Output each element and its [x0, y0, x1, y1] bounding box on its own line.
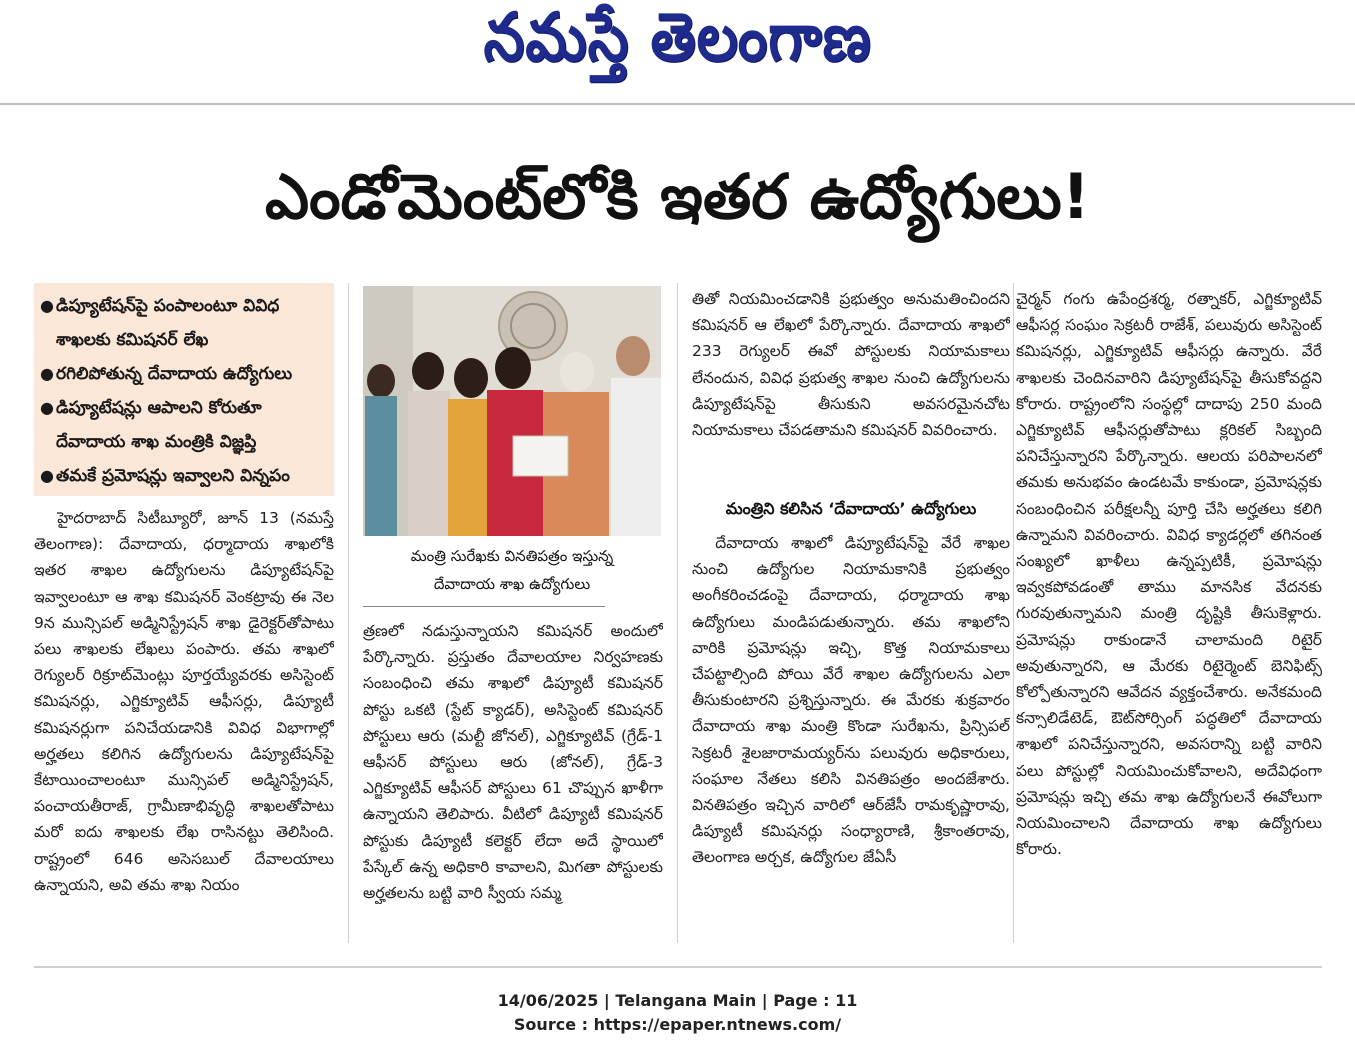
footer-divider	[34, 966, 1322, 968]
masthead-divider	[0, 103, 1355, 105]
masthead	[0, 0, 1355, 100]
column-3-subhead: మంత్రిని కలిసిన ‘దేవాదాయ’ ఉద్యోగులు	[725, 499, 977, 518]
article-column-4	[1016, 286, 1322, 945]
photo-illustration	[363, 286, 661, 536]
highlight-item	[40, 357, 328, 391]
highlight-item	[40, 391, 328, 459]
column-divider	[677, 283, 678, 943]
column-3-text-b: దేవాదాయ శాఖలో డిప్యూటేషన్‌పై వేరే శాఖల నుంచి ఉద్యోగుల నియామకానికి ప్రభుత్వం అంగీకరించడంపై దేవాదాయ, ధర్మాదాయ శాఖ ఉద్యోగులు మండిపడుతున్నారు. తమ శాఖలోని వారికి ప్రమోషన్లు ఇచ్చి, కొత్త నియామకాలు చేపట్టాల్సింది పోయి వేరే శాఖల ఉద్యోగులను ఎలా తీసుకుంటారని ప్రశ్నిస్తున్నారు. ఈ మేరకు శుక్రవారం దేవాదాయ శాఖ మంత్రి కొండా సురేఖను, ప్రిన్సిపల్ సెక్రటరీ శైలజారామయ్యర్‌ను పలువురు అధికారులు, సంఘాల నేతలు కలిసి వినతిపత్రం అందజేశారు. వినతిపత్రం ఇచ్చిన వారిలో ఆర్‌జేసీ రామకృష్ణారావు, డిప్యూటీ కమిషనర్లు సంధ్యారాణి, శ్రీకాంతరావు, తెలంగాణ అర్చక, ఉద్యోగుల జేఏసీ	[692, 534, 1010, 867]
highlight-text: రగిలిపోతున్న దేవాదాయ ఉద్యోగులు	[56, 364, 293, 384]
footer-meta: 14/06/2025 | Telangana Main | Page : 11	[497, 991, 858, 1010]
photo-caption	[363, 542, 661, 602]
article-column-2	[363, 618, 663, 945]
highlights-box	[34, 283, 334, 496]
column-4-text: చైర్మన్ గంగు ఉపేంద్రశర్మ, రత్నాకర్, ఎగ్జిక్యూటివ్ ఆఫీసర్ల సంఘం సెక్రటరీ రాజేశ్, పలువురు అసిస్టెంట్ కమిషనర్లు, ఎగ్జిక్యూటివ్ ఆఫీసర్లు ఉన్నారు. వేరే శాఖలకు చెందినవారిని డిప్యూటేషన్‌పై తీసుకోవద్దని కోరారు. రాష్ట్రంలోని సంస్థల్లో దాదాపు 250 మంది ఎగ్జిక్యూటివ్ ఆఫీసర్లుతోపాటు క్లరికల్ సిబ్బంది పనిచేస్తున్నారని పేర్కొన్నారు. ఆలయ పరిపాలనలో తమకు అనుభవం ఉండటమే కాకుండా, ప్రమోషన్లకు సంబంధించిన పరీక్షలన్నీ పూర్తి చేసి అర్హతలు కలిగి ఉన్నామని వివరించారు. వివిధ క్యాడర్లలో తగినంత సంఖ్యలో ఖాళీలు ఉన్నప్పటికీ, ప్రమోషన్లు ఇవ్వకపోవడంతో తాము మానసిక వేదనకు గురవుతున్నామని మంత్రి దృష్టికి తీసుకెళ్లారు. ప్రమోషన్లు రాకుండానే చాలామంది రిటైర్ అవుతున్నారని, ఆ మేరకు రిటైర్మెంట్ బెనిఫిట్స్ కోల్పోతున్నారని ఆవేదన వ్యక్తంచేశారు. అనేకమంది కన్సాలిడేటెడ్, ఔట్‌సోర్సింగ్ పద్ధతిలో దేవాదాయ శాఖలో పనిచేస్తున్నారని, అవసరాన్ని బట్టి వారిని పలు పోస్టుల్లో నియమించుకోవాలని, అదేవిధంగా ప్రమోషన్లు ఇచ్చి తమ శాఖ ఉద్యోగులనే ఈవోలుగా నియమించాలని దేవాదాయ శాఖ ఉద్యోగులు కోరారు.	[1016, 290, 1322, 859]
column-3-text-a: తితో నియమించడానికి ప్రభుత్వం అనుమతించిందని కమిషనర్ ఆ లేఖలో పేర్కొన్నారు. దేవాదాయ శాఖలో 233 రెగ్యులర్ ఈవో పోస్టులకు నియామకాలు లేనందున, వివిధ ప్రభుత్వ శాఖల నుంచి ఉద్యోగులను డిప్యూటేషన్‌పై తీసుకుని అవసరమైనచోట నియామకాలు చేపడతామని కమిషనర్ వివరించారు.	[692, 290, 1010, 440]
article-column-1	[34, 505, 334, 945]
footer-source[interactable]: Source : https://epaper.ntnews.com/	[513, 1015, 842, 1034]
highlight-text: డిప్యూటేషన్లు ఆపాలని కోరుతూ దేవాదాయ శాఖ మంత్రికి విజ్ఞప్తి	[56, 398, 262, 452]
bullet-icon: ●	[40, 398, 54, 417]
highlight-item	[40, 289, 328, 357]
article-photo	[363, 286, 661, 536]
bullet-icon: ●	[40, 466, 54, 485]
highlight-item	[40, 459, 328, 493]
column-divider	[1013, 283, 1014, 943]
article-column-3-bottom	[692, 530, 1010, 945]
column-divider	[348, 283, 349, 943]
caption-divider	[363, 606, 605, 607]
article-column-3-top	[692, 286, 1010, 494]
article-headline: ఎండోమెంట్‌లోకి ఇతర ఉద్యోగులు!	[265, 160, 1090, 233]
highlight-text: డిప్యూటేషన్‌పై పంపాలంటూ వివిధ శాఖలకు కమిషనర్ లేఖ	[56, 296, 280, 350]
photo-caption-line-1: మంత్రి సురేఖకు వినతిపత్రం ఇస్తున్న	[410, 547, 614, 565]
newspaper-logo: నమస్తే తెలంగాణ	[483, 0, 872, 76]
bullet-icon: ●	[40, 296, 54, 315]
highlight-text: తమకే ప్రమోషన్లు ఇవ్వాలని విన్నపం	[56, 466, 290, 486]
column-1-text: హైదరాబాద్ సిటీబ్యూరో, జూన్ 13 (నమస్తే తెలంగాణ): దేవాదాయ, ధర్మాదాయ శాఖలోకి ఇతర శాఖల ఉద్యోగులను డిప్యూటేషన్‌పై ఇవ్వాలంటూ ఆ శాఖ కమిషనర్ వెంకట్రావు ఈ నెల 9న మున్సిపల్ అడ్మినిస్ట్రేషన్ శాఖ డైరెక్టర్‌తోపాటు పలు శాఖలకు లేఖలు పంపారు. తమ శాఖలో రెగ్యులర్ రిక్రూట్‌మెంట్లు పూర్తయ్యేవరకు అసిస్టెంట్ కమిషనర్లు, ఎగ్జిక్యూటివ్ ఆఫీసర్లు, డిప్యూటీ కమిషనర్లుగా పనిచేయడానికి వివిధ విభాగాల్లో అర్హతలు కలిగిన ఉద్యోగులను డిప్యూటేషన్‌పై కేటాయించాలంటూ మున్సిపల్ అడ్మినిస్ట్రేషన్, పంచాయతీరాజ్, గ్రామీణాభివృద్ధి శాఖలతోపాటు మరో ఐదు శాఖలకు లేఖ రాసినట్టు తెలిసింది. రాష్ట్రంలో 646 అసెసబుల్ దేవాలయాలు ఉన్నాయని, అవి తమ శాఖ నియం	[34, 509, 334, 894]
bullet-icon: ●	[40, 364, 54, 383]
column-2-text: త్రణలో నడుస్తున్నాయని కమిషనర్ అందులో పేర్కొన్నారు. ప్రస్తుతం దేవాలయాల నిర్వహణకు సంబంధించి తమ శాఖలో డిప్యూటీ కమిషనర్ పోస్టు ఒకటి (స్టేట్ క్యాడర్), అసిస్టెంట్ కమిషనర్ పోస్టులు ఆరు (మల్టీ జోనల్), ఎగ్జిక్యూటివ్ (గ్రేడ్-1 ఆఫీసర్ పోస్టులు ఆరు (జోనల్), గ్రేడ్-3 ఎగ్జిక్యూటివ్ ఆఫీసర్ పోస్టులు 61 చొప్పున ఖాళీగా ఉన్నాయని తెలిపారు. వీటిలో డిప్యూటీ కమిషనర్ పోస్టుకు డిప్యూటీ కలెక్టర్ లేదా అదే స్థాయిలో పేస్కేల్ ఉన్న అధికారి కావాలని, మిగతా పోస్టులకు అర్హతలను బట్టి వారి స్వీయ సమ్మ	[363, 622, 663, 903]
photo-caption-line-2: దేవాదాయ శాఖ ఉద్యోగులు	[433, 575, 591, 593]
